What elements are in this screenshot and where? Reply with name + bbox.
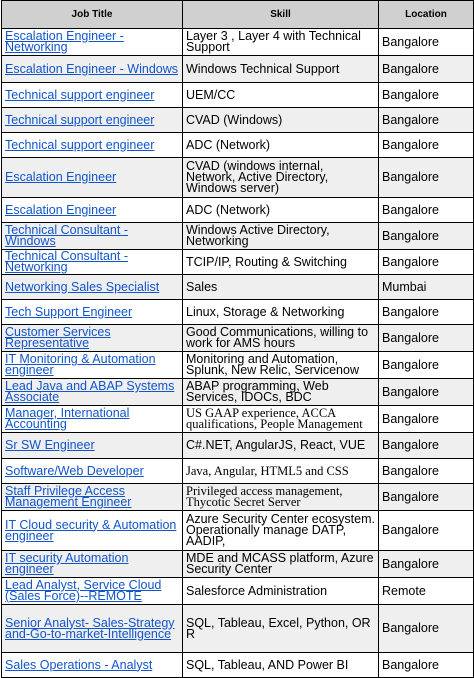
job-title-link[interactable]: Technical support engineer (5, 87, 155, 102)
location-cell: Remote (379, 578, 474, 605)
job-title-link[interactable]: Networking Sales Specialist (5, 279, 160, 294)
table-row (2, 250, 474, 275)
job-title-cell (2, 459, 183, 484)
job-title-cell (2, 406, 183, 433)
job-title-link[interactable]: Technical support engineer (5, 112, 155, 127)
location-cell: Bangalore (379, 406, 474, 433)
skill-cell: Java, Angular, HTML5 and CSS (183, 459, 379, 484)
location-cell: Bangalore (379, 511, 474, 551)
location-cell: Bangalore (379, 653, 474, 678)
job-title-cell (2, 653, 183, 678)
job-title-link[interactable]: Escalation Engineer (5, 170, 117, 184)
job-title-cell (2, 484, 183, 511)
job-title-cell (2, 551, 183, 578)
job-title-cell (2, 108, 183, 133)
skill-cell: US GAAP experience, ACCA qualifications, People Management (183, 406, 379, 433)
skill-cell: UEM/CC (183, 83, 379, 108)
location-cell: Bangalore (379, 433, 474, 459)
header-job-title: Job Title (2, 1, 183, 29)
job-title-link[interactable]: Lead Java and ABAP Systems Associate (5, 379, 175, 404)
table-row (2, 551, 474, 578)
job-title-link[interactable]: Staff Privilege Access Management Engineer (5, 484, 132, 509)
location-cell: Bangalore (379, 325, 474, 352)
location-cell: Bangalore (379, 484, 474, 511)
table-row (2, 158, 474, 198)
job-title-link[interactable]: Lead Analyst, Service Cloud (Sales Force)--REMOTE (5, 578, 162, 603)
job-title-cell (2, 56, 183, 83)
location-cell: Bangalore (379, 551, 474, 578)
table-row (2, 352, 474, 379)
skill-cell: Monitoring and Automation, Splunk, New Relic, Servicenow (183, 352, 379, 379)
location-cell: Bangalore (379, 300, 474, 325)
location-cell: Mumbai (379, 275, 474, 300)
location-cell: Bangalore (379, 352, 474, 379)
location-cell: Bangalore (379, 379, 474, 406)
job-title-link[interactable]: Escalation Engineer - Networking (5, 29, 124, 54)
job-title-link[interactable]: Senior Analyst- Sales-Strategy and-Go-to-market-Intelligence (5, 615, 175, 641)
location-cell: Bangalore (379, 133, 474, 158)
table-row (2, 223, 474, 250)
header-location: Location (379, 1, 474, 29)
skill-cell: TCIP/IP, Routing & Switching (183, 250, 379, 275)
job-title-link[interactable]: IT Cloud security & Automation engineer (5, 517, 177, 543)
location-cell: Bangalore (379, 29, 474, 56)
skill-cell: ADC (Network) (183, 198, 379, 223)
skill-cell: Azure Security Center ecosystem. Operationally manage DATP, AADIP, (183, 511, 379, 551)
job-title-link[interactable]: Technical support engineer (5, 137, 155, 152)
skill-cell: Privileged access management, Thycotic Secret Server (183, 484, 379, 511)
job-title-cell (2, 29, 183, 56)
job-title-cell (2, 352, 183, 379)
location-cell: Bangalore (379, 108, 474, 133)
skill-cell: Windows Technical Support (183, 56, 379, 83)
job-title-link[interactable]: Escalation Engineer (5, 202, 117, 217)
job-title-cell (2, 158, 183, 198)
skill-cell: ADC (Network) (183, 133, 379, 158)
job-title-cell (2, 300, 183, 325)
location-cell: Bangalore (379, 158, 474, 198)
skill-cell: Layer 3 , Layer 4 with Technical Support (183, 29, 379, 56)
table-row (2, 605, 474, 653)
skill-cell: SQL, Tableau, Excel, Python, OR R (183, 605, 379, 653)
job-title-link[interactable]: Tech Support Engineer (5, 304, 133, 319)
location-cell: Bangalore (379, 223, 474, 250)
job-title-cell (2, 275, 183, 300)
header-skill: Skill (183, 1, 379, 29)
job-title-link[interactable]: Sales Operations - Analyst (5, 657, 153, 672)
location-cell: Bangalore (379, 56, 474, 83)
table-row (2, 578, 474, 605)
skill-cell: Sales (183, 275, 379, 300)
header-row (2, 1, 474, 29)
job-title-cell (2, 433, 183, 459)
table-row (2, 433, 474, 459)
skill-cell: SQL, Tableau, AND Power BI (183, 653, 379, 678)
table-row (2, 56, 474, 83)
skill-cell: Windows Active Directory, Networking (183, 223, 379, 250)
skill-cell: Linux, Storage & Networking (183, 300, 379, 325)
skill-cell: Salesforce Administration (183, 578, 379, 605)
skill-cell: MDE and MCASS platform, Azure Security Center (183, 551, 379, 578)
skill-cell: CVAD (Windows) (183, 108, 379, 133)
table-row (2, 511, 474, 551)
table-row (2, 83, 474, 108)
table-row (2, 406, 474, 433)
skill-cell: Good Communications, willing to work for AMS hours (183, 325, 379, 352)
job-title-cell (2, 511, 183, 551)
table-row (2, 484, 474, 511)
skill-cell: ABAP programming, Web Services, IDOCs, BDC (183, 379, 379, 406)
table-row (2, 29, 474, 56)
job-title-link[interactable]: Customer Services Representative (5, 325, 111, 350)
table-row (2, 108, 474, 133)
job-title-cell (2, 325, 183, 352)
job-title-cell (2, 133, 183, 158)
table-row (2, 379, 474, 406)
job-title-cell (2, 198, 183, 223)
location-cell: Bangalore (379, 459, 474, 484)
skill-cell: C#.NET, AngularJS, React, VUE (183, 433, 379, 459)
location-cell: Bangalore (379, 198, 474, 223)
job-title-link[interactable]: Escalation Engineer - Windows (5, 61, 178, 76)
location-cell: Bangalore (379, 605, 474, 653)
location-cell: Bangalore (379, 250, 474, 275)
job-title-cell (2, 223, 183, 250)
table-row (2, 325, 474, 352)
table-row (2, 198, 474, 223)
job-openings-table (1, 0, 474, 678)
table-row (2, 459, 474, 484)
job-title-cell (2, 83, 183, 108)
job-title-cell (2, 250, 183, 275)
job-title-cell (2, 605, 183, 653)
job-title-link[interactable]: Technical Consultant - Networking (5, 249, 128, 274)
job-title-link[interactable]: Software/Web Developer (5, 463, 144, 478)
table-row (2, 653, 474, 678)
location-cell: Bangalore (379, 83, 474, 108)
job-title-link[interactable]: Sr SW Engineer (5, 438, 95, 452)
job-title-link[interactable]: IT security Automation engineer (5, 551, 129, 576)
job-title-link[interactable]: Manager, International Accounting (5, 406, 130, 431)
job-title-link[interactable]: Technical Consultant - Windows (5, 223, 128, 248)
job-title-cell (2, 379, 183, 406)
job-title-link[interactable]: IT Monitoring & Automation engineer (5, 352, 156, 377)
job-title-cell (2, 578, 183, 605)
table-row (2, 133, 474, 158)
skill-cell: CVAD (windows internal, Network, Active Directory, Windows server) (183, 158, 379, 198)
table-row (2, 275, 474, 300)
table-row (2, 300, 474, 325)
